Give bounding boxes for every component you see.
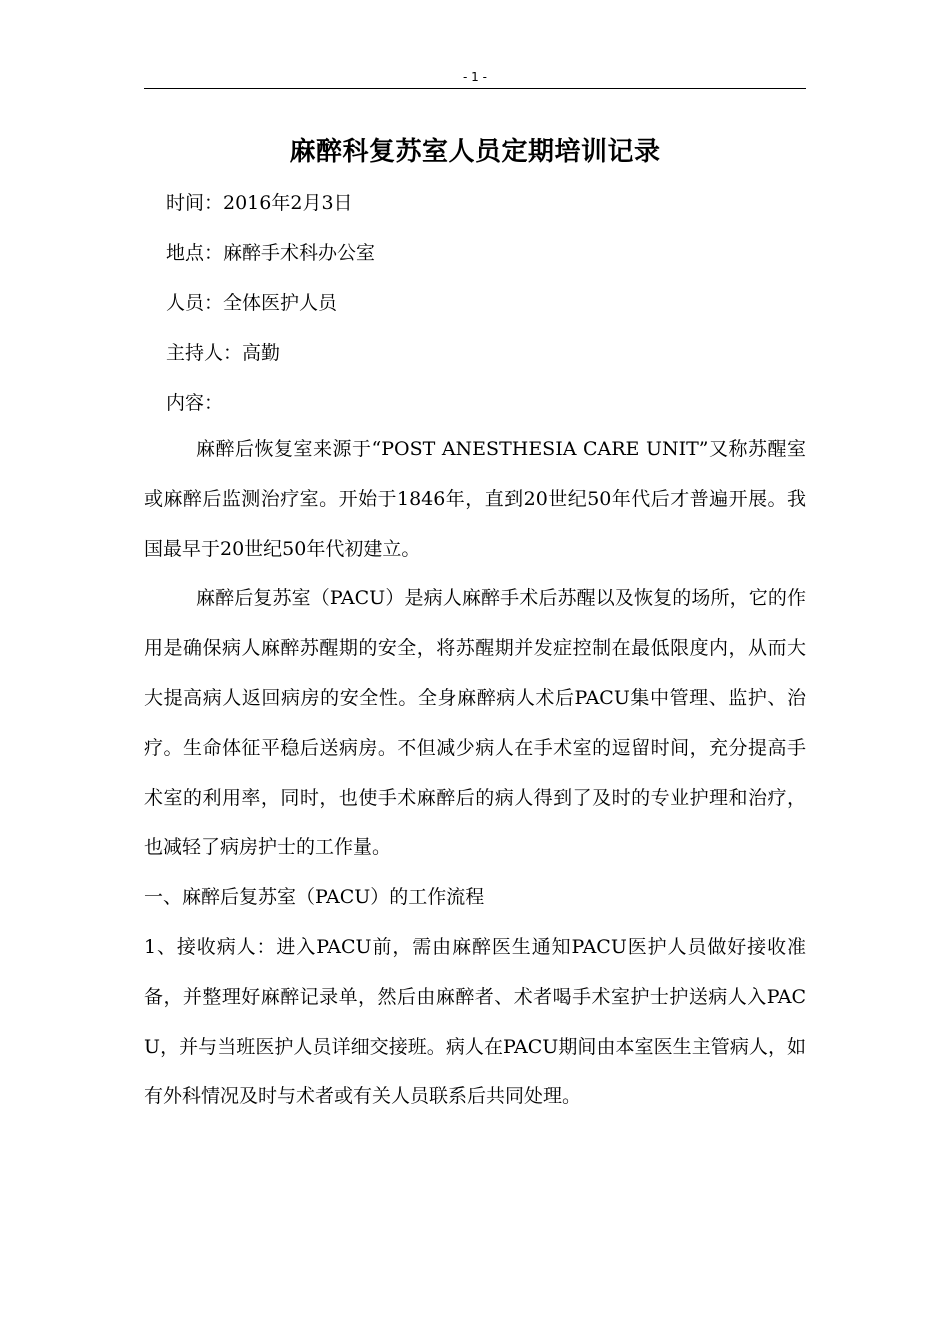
paragraph-pacu-role: 麻醉后复苏室（PACU）是病人麻醉手术后苏醒以及恢复的场所，它的作用是确保病人麻醉苏醒期的安全，将苏醒期并发症控制在最低限度内，从而大大提高病人返回病房的安全性。全身麻醉病人术后PACU集中管理、监护、治疗。生命体征平稳后送病房。不但减少病人在手术室的逗留时间，充分提高手术室的利用率，同时，也使手术麻醉后的病人得到了及时的专业护理和治疗，也减轻了病房护士的工作量。 xyxy=(144,587,806,859)
meeting-meta xyxy=(166,178,806,428)
page-header xyxy=(144,66,806,89)
content-label: 内容： xyxy=(166,392,224,414)
meeting-host: 主持人：高勤 xyxy=(166,342,281,364)
document-body xyxy=(144,425,806,1122)
paragraph-pacu-origin: 麻醉后恢复室来源于“POST ANESTHESIA CARE UNIT”又称苏醒室或麻醉后监测治疗室。开始于1846年，直到20世纪50年代后才普遍开展。我国最早于20世纪50年代初建立。 xyxy=(144,438,806,560)
document-title: 麻醉科复苏室人员定期培训记录 xyxy=(289,137,661,167)
list-item-receive-patient: 1、接收病人：进入PACU前，需由麻醉医生通知PACU医护人员做好接收准备，并整理好麻醉记录单，然后由麻醉者、术者喝手术室护士护送病人入PACU，并与当班医护人员详细交接班。病人在PACU期间由本室医生主管病人，如有外科情况及时与术者或有关人员联系后共同处理。 xyxy=(144,935,806,1108)
meeting-time: 时间：2016年2月3日 xyxy=(166,192,353,214)
section-heading-workflow: 一、麻醉后复苏室（PACU）的工作流程 xyxy=(144,886,485,909)
page-number: - 1 - xyxy=(463,70,487,84)
meeting-place: 地点：麻醉手术科办公室 xyxy=(166,242,376,264)
meeting-attendees: 人员：全体医护人员 xyxy=(166,292,338,314)
